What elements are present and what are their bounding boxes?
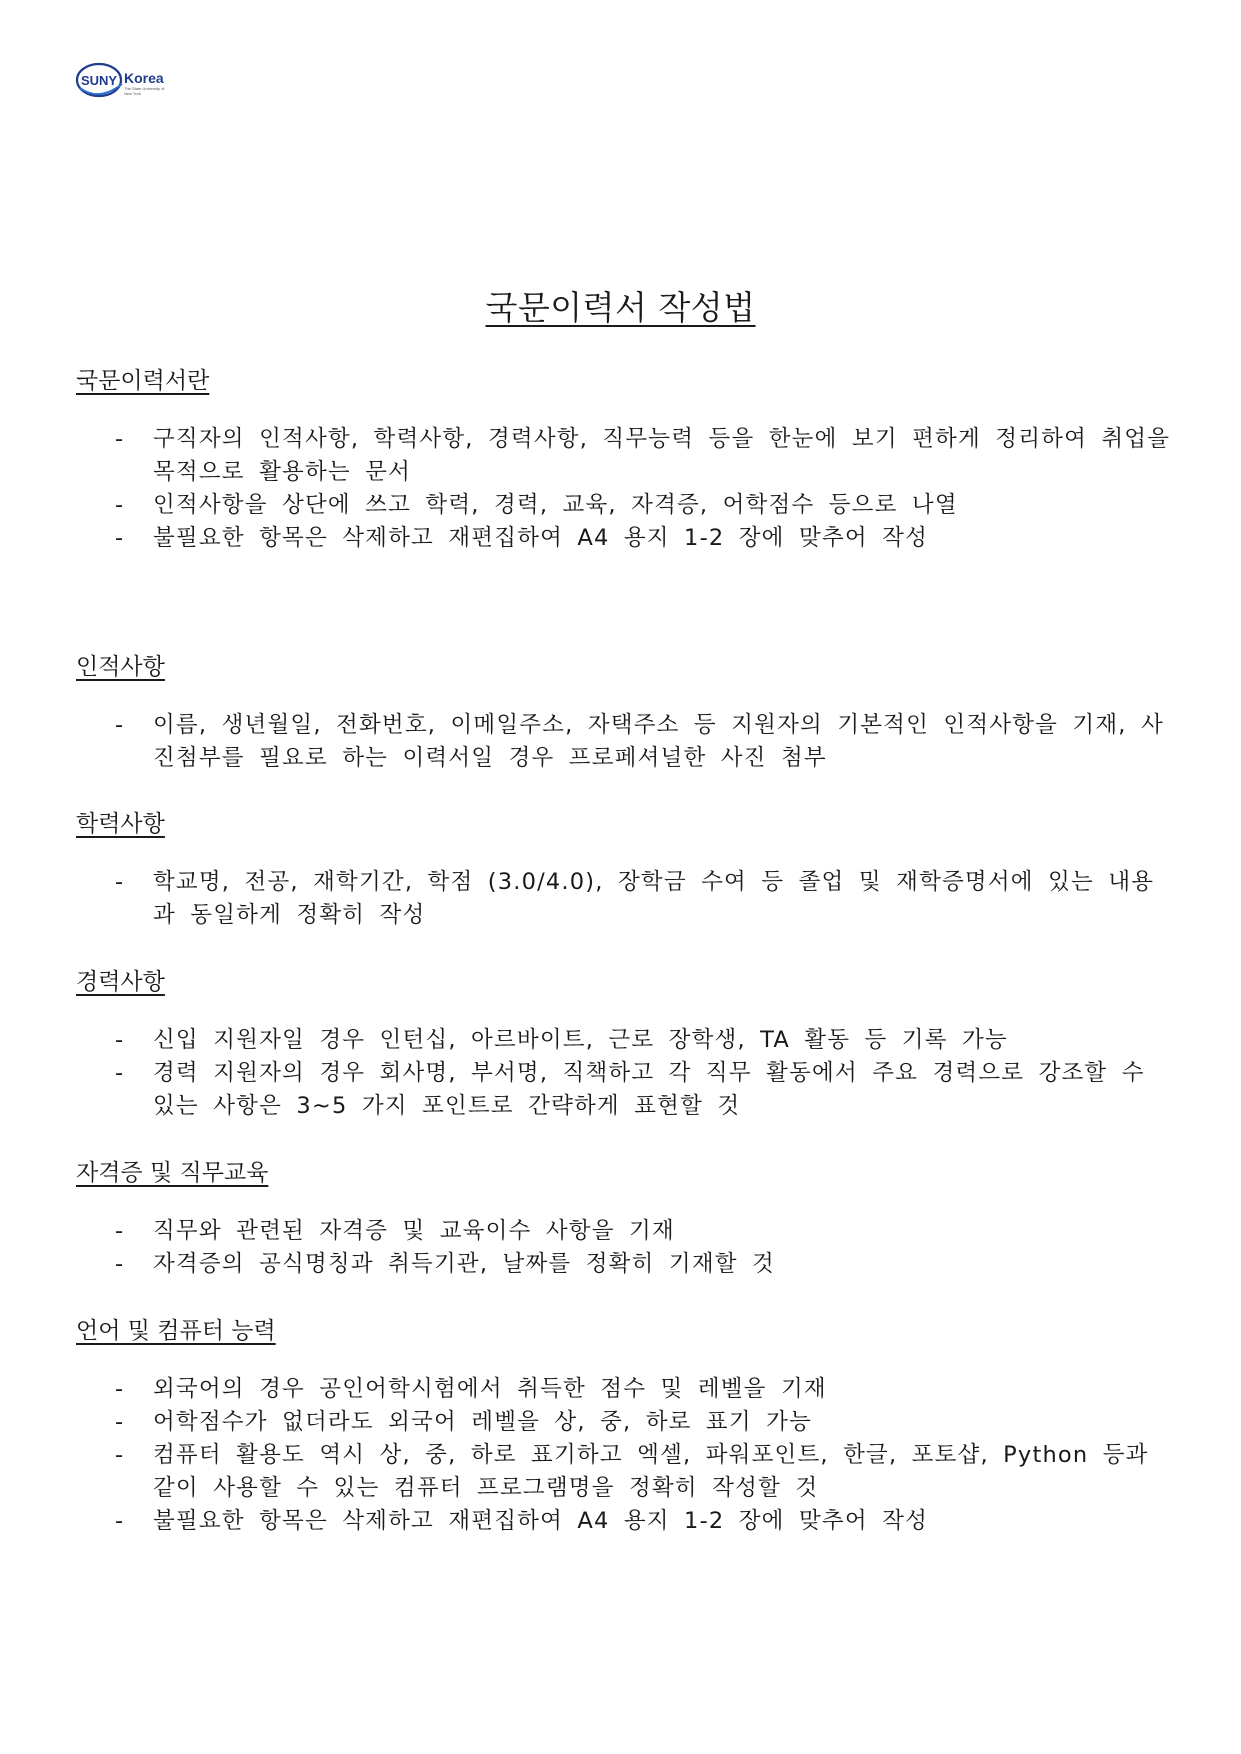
bullet-list	[76, 423, 1176, 555]
list-item: - 불필요한 항목은 삭제하고 재편집하여 A4 용지 1-2 장에 맞추어 작성	[76, 522, 1176, 555]
bullet-list	[76, 1215, 1176, 1281]
logo-sub-text-2: New York	[124, 91, 141, 96]
section-personal-info	[76, 648, 1176, 775]
section-education	[76, 805, 1176, 932]
section-language-computer	[76, 1312, 1176, 1538]
suny-korea-logo	[74, 58, 194, 106]
list-item: - 이름, 생년월일, 전화번호, 이메일주소, 자택주소 등 지원자의 기본적인 인적사항을 기재, 사진첨부를 필요로 하는 이력서일 경우 프로페셔널한 사진 첨부	[76, 709, 1176, 775]
bullet-list	[76, 866, 1176, 932]
list-item: - 컴퓨터 활용도 역시 상, 중, 하로 표기하고 엑셀, 파워포인트, 한글, 포토샵, Python 등과 같이 사용할 수 있는 컴퓨터 프로그램명을 정확히 작성할 것	[76, 1439, 1176, 1505]
bullet-list	[76, 1373, 1176, 1538]
list-item: - 학교명, 전공, 재학기간, 학점 (3.0/4.0), 장학금 수여 등 졸업 및 재학증명서에 있는 내용과 동일하게 정확히 작성	[76, 866, 1176, 932]
list-item: - 신입 지원자일 경우 인턴십, 아르바이트, 근로 장학생, TA 활동 등 기록 가능	[76, 1024, 1176, 1057]
section-about-resume	[76, 362, 1176, 555]
section-heading: 인적사항	[76, 654, 165, 680]
section-certifications	[76, 1154, 1176, 1281]
logo-sub-text-1: The State University of	[124, 86, 165, 91]
list-item: - 인적사항을 상단에 쓰고 학력, 경력, 교육, 자격증, 어학점수 등으로 나열	[76, 489, 1176, 522]
list-item: - 자격증의 공식명칭과 취득기관, 날짜를 정확히 기재할 것	[76, 1248, 1176, 1281]
section-experience	[76, 963, 1176, 1123]
section-heading: 국문이력서란	[76, 368, 210, 394]
section-heading: 경력사항	[76, 969, 165, 995]
list-item: - 구직자의 인적사항, 학력사항, 경력사항, 직무능력 등을 한눈에 보기 편하게 정리하여 취업을 목적으로 활용하는 문서	[76, 423, 1176, 489]
list-item: - 경력 지원자의 경우 회사명, 부서명, 직책하고 각 직무 활동에서 주요 경력으로 강조할 수 있는 사항은 3~5 가지 포인트로 간략하게 표현할 것	[76, 1057, 1176, 1123]
bullet-list	[76, 709, 1176, 775]
bullet-list	[76, 1024, 1176, 1123]
page-title: 국문이력서 작성법	[485, 288, 756, 327]
list-item: - 외국어의 경우 공인어학시험에서 취득한 점수 및 레벨을 기재	[76, 1373, 1176, 1406]
list-item: - 직무와 관련된 자격증 및 교육이수 사항을 기재	[76, 1215, 1176, 1248]
logo-word-text: Korea	[124, 70, 164, 86]
list-item: - 어학점수가 없더라도 외국어 레벨을 상, 중, 하로 표기 가능	[76, 1406, 1176, 1439]
logo-main-text: SUNY	[80, 73, 118, 88]
list-item: - 불필요한 항목은 삭제하고 재편집하여 A4 용지 1-2 장에 맞추어 작성	[76, 1505, 1176, 1538]
section-heading: 학력사항	[76, 811, 165, 837]
section-heading: 언어 및 컴퓨터 능력	[76, 1318, 276, 1344]
section-heading: 자격증 및 직무교육	[76, 1160, 269, 1186]
